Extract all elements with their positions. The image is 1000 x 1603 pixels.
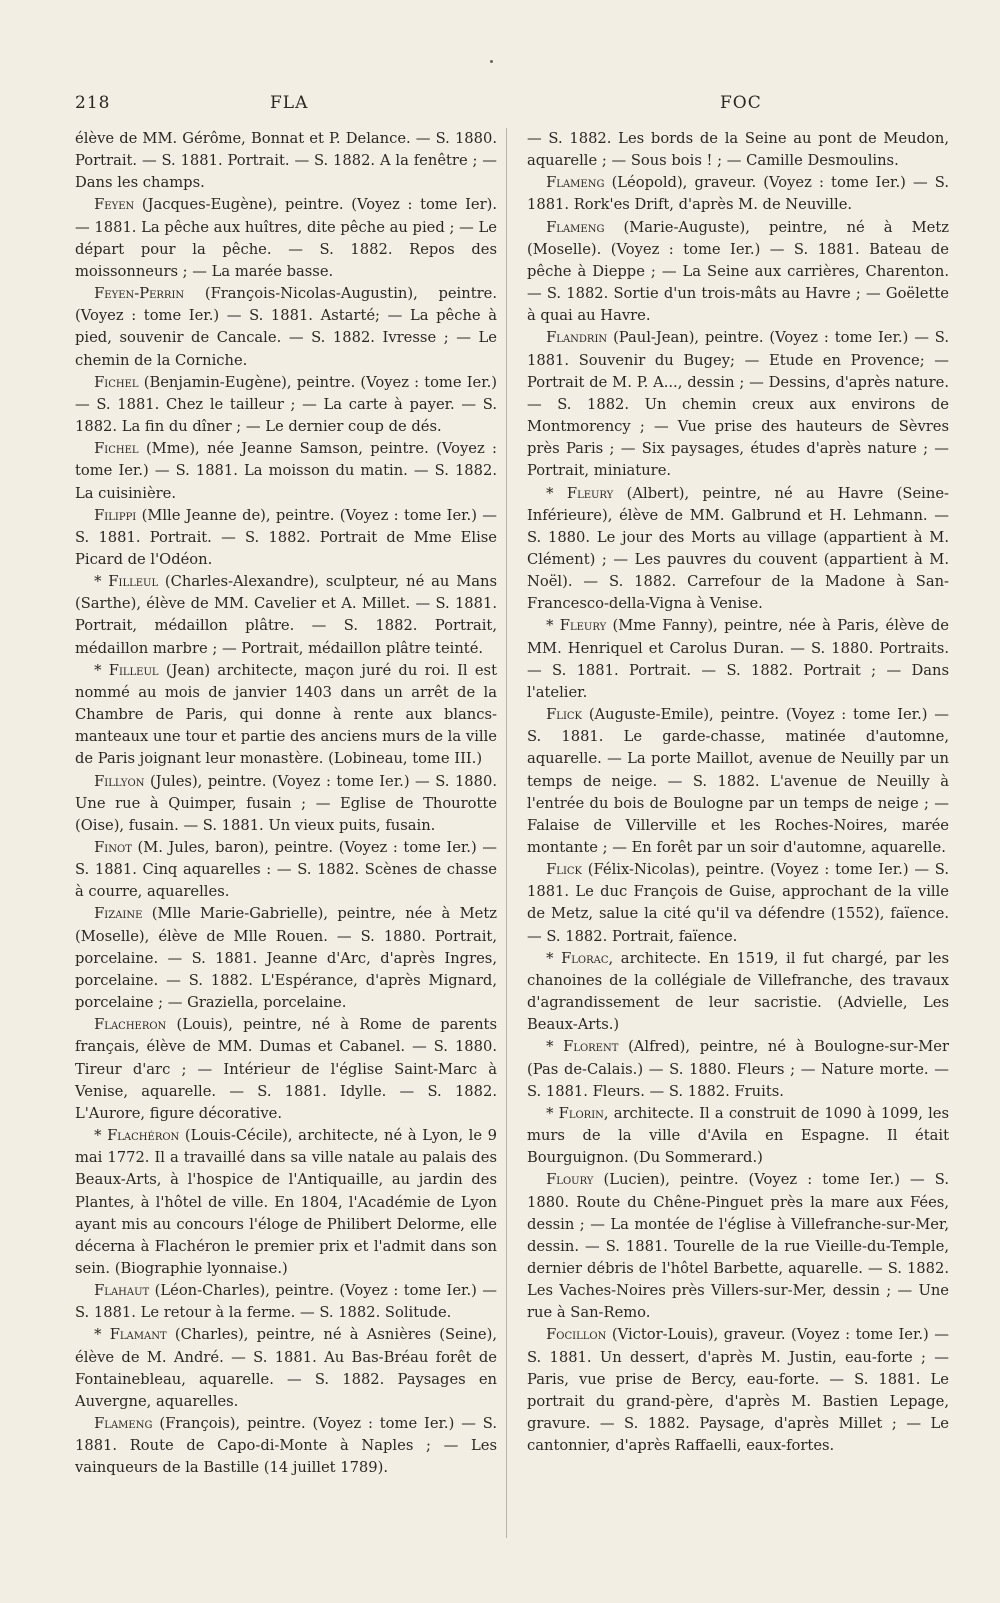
entry-name: Flachéron: [107, 1127, 180, 1145]
entry-name: Floury: [546, 1171, 594, 1189]
dictionary-entry: [75, 1413, 497, 1479]
dictionary-entry: [527, 483, 949, 616]
left-column: [75, 128, 497, 1480]
entry-text: (Victor-Louis), graveur. (Voyez : tome Ier.) — S. 1881. Un dessert, d'après M. Justin, eau-forte ; — Paris, vue prise de Bercy, eau-forte. — S. 1881. Le portrait du grand-père, d'après M. Bastien Lepage, gravure. — S. 1882. Paysage, d'après Millet ; — Le cantonnier, d'après Raffaelli, eaux-fortes.: [527, 1326, 949, 1455]
entry-text: (Mme), née Jeanne Samson, peintre. (Voyez : tome Ier.) — S. 1881. La moisson du matin. — S. 1882. La cuisinière.: [75, 440, 497, 502]
entry-text: (Jacques-Eugène), peintre. (Voyez : tome Ier). — 1881. La pêche aux huîtres, dite pêche au pied ; — Le départ pour la pêche. — S. 1882. Repos des moissonneurs ; — La marée basse.: [75, 196, 497, 280]
entry-asterisk: *: [546, 1104, 559, 1122]
entry-name: Florin: [558, 1104, 604, 1122]
running-head-left: FLA: [270, 93, 309, 113]
dictionary-entry: [75, 771, 497, 837]
dictionary-entry: [75, 438, 497, 504]
dictionary-entry: [75, 660, 497, 771]
entry-asterisk: *: [94, 1326, 110, 1344]
dictionary-entry: [527, 172, 949, 216]
dictionary-entry: [75, 571, 497, 660]
dictionary-entry: [527, 1324, 949, 1457]
dictionary-entry: [527, 859, 949, 948]
entry-text: (Charles), peintre, né à Asnières (Seine), élève de M. André. — S. 1881. Au Bas-Bréau forêt de Fontainebleau, aquarelle. — S. 1882. Paysages en Auvergne, aquarelles.: [75, 1326, 498, 1410]
entry-text: (Louis), peintre, né à Rome de parents français, élève de MM. Dumas et Cabanel. — S. 1880. Tireur d'arc ; — Intérieur de l'église Saint-Marc à Venise, aquarelle. — S. 1881. Idylle. — S. 1882. L'Aurore, figure décorative.: [75, 1016, 497, 1122]
entry-text: (Mlle Jeanne de), peintre. (Voyez : tome Ier.) — S. 1881. Portrait. — S. 1882. Portrait de Mme Elise Picard de l'Odéon.: [75, 506, 497, 568]
dictionary-entry: [75, 1014, 497, 1125]
entry-text: (Marie-Auguste), peintre, né à Metz (Moselle). (Voyez : tome Ier.) — S. 1881. Bateau de pêche à Dieppe ; — La Seine aux carrières, Charenton. — S. 1882. Sortie d'un trois-mâts au Havre ; — Goëlette à quai au Havre.: [527, 218, 949, 325]
entry-text: (Jean) architecte, maçon juré du roi. Il est nommé au mois de janvier 1403 dans un arrêt de la Chambre de Paris, qui donne à rente aux blancs-manteaux une tour et partie des anciens murs de la ville de Paris joignant leur monastère. (Lobineau, tome III.): [75, 661, 498, 768]
running-head-right: FOC: [720, 93, 762, 113]
entry-name: Flamant: [109, 1326, 167, 1344]
dictionary-entry: [75, 1280, 497, 1324]
entry-text: (Mlle Marie-Gabrielle), peintre, née à Metz (Moselle), élève de Mlle Rouen. — S. 1880. Portrait, porcelaine. — S. 1881. Jeanne d'Arc, d'après Ingres, porcelaine. — S. 1882. L'Espérance, d'après Mignard, porcelaine ; — Graziella, porcelaine.: [75, 905, 497, 1012]
entry-name: Filleul: [108, 573, 159, 591]
entry-text: (Louis-Cécile), architecte, né à Lyon, le 9 mai 1772. Il a travaillé dans sa ville natale au palais des Beaux-Arts, à l'hospice de l'Antiquaille, au jardin des Plantes, à l'hôtel de ville. En 1804, l'Académie de Lyon ayant mis au concours l'éloge de Philibert Delorme, elle décerna à Flachéron le premier prix et l'admit dans son sein. (Biographie lyonnaise.): [75, 1127, 497, 1277]
entry-text: (Félix-Nicolas), peintre. (Voyez : tome Ier.) — S. 1881. Le duc François de Guise, approchant de la ville de Metz, salue la cité qu'il va défendre (1552), faïence. — S. 1882. Portrait, faïence.: [527, 861, 949, 945]
entry-name: Filippi: [94, 506, 137, 524]
page-speck: [490, 60, 493, 63]
entry-name: Flacheron: [94, 1016, 167, 1034]
dictionary-entry: [527, 327, 949, 482]
entry-name: Fichel: [94, 373, 139, 391]
entry-text: (Benjamin-Eugène), peintre. (Voyez : tome Ier.) — S. 1881. Chez le tailleur ; — La carte à payer. — S. 1882. La fin du dîner ; — Le dernier coup de dés.: [75, 373, 497, 436]
entry-text: (Léopold), graveur. (Voyez : tome Ier.) — S. 1881. Rork'es Drift, d'après M. de Neuville.: [527, 174, 949, 214]
entry-text: (Albert), peintre, né au Havre (Seine-Inférieure), élève de MM. Galbrund et H. Lehmann. — S. 1880. Le jour des Morts au village (appartient à M. Clément) ; — Les pauvres du couvent (appartient à M. Noël). — S. 1882. Carrefour de la Madone à San-Francesco-della-Vigna à Venise.: [527, 484, 949, 613]
entry-name: Florac: [561, 949, 609, 967]
entry-name: Feyen-Perrin: [94, 285, 185, 303]
entry-asterisk: *: [546, 949, 562, 967]
entry-name: Flick: [546, 861, 583, 879]
dictionary-entry: [527, 1036, 949, 1102]
entry-text: (Paul-Jean), peintre. (Voyez : tome Ier.) — S. 1881. Souvenir du Bugey; — Etude en Provence; — Portrait de M. P. A..., dessin ; — Dessins, d'après nature. — S. 1882. Un chemin creux aux environs de Montmorency ; — Vue prise des hauteurs de Sèvres près Paris ; — Six paysages, études d'après nature ; — Portrait, miniature.: [527, 329, 949, 480]
dictionary-entry: [75, 903, 497, 1014]
entry-name: Flameng: [546, 174, 605, 192]
dictionary-entry: [75, 128, 497, 194]
entry-name: Flameng: [94, 1415, 153, 1433]
dictionary-entry: [527, 615, 949, 704]
entry-asterisk: *: [546, 617, 560, 635]
entry-text: (Alfred), peintre, né à Boulogne-sur-Mer (Pas de-Calais.) — S. 1880. Fleurs ; — Nature morte. — S. 1881. Fleurs. — S. 1882. Fruits.: [527, 1038, 950, 1100]
entry-asterisk: *: [546, 1038, 564, 1056]
entry-text: (M. Jules, baron), peintre. (Voyez : tome Ier.) — S. 1881. Cinq aquarelles : — S. 1882. Scènes de chasse à courre, aquarelles.: [75, 839, 497, 901]
dictionary-entry: [527, 704, 949, 859]
entry-text: (Charles-Alexandre), sculpteur, né au Mans (Sarthe), élève de MM. Cavelier et A. Millet. — S. 1881. Portrait, médaillon plâtre. — S. 1882. Portrait, médaillon marbre ; — Portrait, médaillon plâtre teinté.: [75, 573, 497, 657]
entry-text: (Mme Fanny), peintre, née à Paris, élève de MM. Henriquel et Carolus Duran. — S. 1880. Portraits. — S. 1881. Portrait. — S. 1882. Portrait ; — Dans l'atelier.: [527, 617, 949, 701]
entry-name: Fillyon: [94, 772, 145, 790]
entry-name: Feyen: [94, 196, 135, 214]
entry-asterisk: *: [546, 484, 567, 502]
entry-text: , architecte. En 1519, il fut chargé, par les chanoines de la collégiale de Villefranche, des travaux d'agrandissement de leur sacristie. (Advielle, Les Beaux-Arts.): [527, 949, 950, 1034]
entry-text: (Lucien), peintre. (Voyez : tome Ier.) — S. 1880. Route du Chêne-Pinguet près la mare aux Fées, dessin ; — La montée de l'église à Villefranche-sur-Mer, dessin. — S. 1881. Tourelle de la rue Vieille-du-Temple, dernier débris de l'hôtel Barbette, aquarelle. — S. 1882. Les Vaches-Noires près Villers-sur-Mer, dessin ; — Une rue à San-Remo.: [527, 1171, 949, 1322]
entry-asterisk: *: [94, 661, 109, 679]
entry-name: Flameng: [546, 218, 605, 236]
dictionary-entry: [75, 1125, 497, 1280]
entry-name: Fleury: [566, 484, 614, 502]
right-column: [527, 128, 949, 1457]
dictionary-entry: [527, 1169, 949, 1324]
entry-text: (Auguste-Emile), peintre. (Voyez : tome Ier.) — S. 1881. Le garde-chasse, matinée d'automne, aquarelle. — La porte Maillot, avenue de Neuilly par un temps de neige. — S. 1882. L'avenue de Neuilly à l'entrée du bois de Boulogne par un temps de neige ; — Falaise de Villerville et les Roches-Noires, marée montante ; — En forêt par un soir d'automne, aquarelle.: [527, 706, 949, 856]
dictionary-entry: [75, 283, 497, 372]
dictionary-entry: [75, 194, 497, 283]
entry-name: Focillon: [546, 1326, 607, 1344]
entry-name: Flandrin: [546, 329, 608, 347]
dictionary-entry: [527, 1103, 949, 1169]
dictionary-entry: [527, 128, 949, 172]
entry-text: (François), peintre. (Voyez : tome Ier.) — S. 1881. Route de Capo-di-Monte à Naples ; — Les vainqueurs de la Bastille (14 juillet 1789).: [75, 1415, 497, 1477]
entry-name: Fizaine: [94, 905, 143, 923]
entry-text: (François-Nicolas-Augustin), peintre. (Voyez : tome Ier.) — S. 1881. Astarté; — La pêche à pied, souvenir de Cancale. — S. 1882. Ivresse ; — Le chemin de la Corniche.: [75, 285, 497, 369]
dictionary-entry: [75, 1324, 497, 1413]
entry-asterisk: *: [94, 573, 109, 591]
entry-name: Flick: [546, 706, 583, 724]
entry-name: Fichel: [94, 440, 139, 458]
entry-name: Fleury: [559, 617, 607, 635]
dictionary-entry: [75, 837, 497, 903]
entry-text: (Léon-Charles), peintre. (Voyez : tome Ier.) — S. 1881. Le retour à la ferme. — S. 1882. Solitude.: [75, 1282, 497, 1322]
dictionary-entry: [527, 217, 949, 328]
dictionary-entry: [527, 948, 949, 1037]
entry-name: Florent: [563, 1038, 619, 1056]
entry-name: Flahaut: [94, 1282, 150, 1300]
entry-text: élève de MM. Gérôme, Bonnat et P. Delance. — S. 1880. Portrait. — S. 1881. Portrait. — S. 1882. A la fenêtre ; — Dans les champs.: [75, 130, 497, 192]
dictionary-entry: [75, 505, 497, 571]
column-divider: [506, 128, 507, 1538]
page-number: 218: [75, 93, 111, 113]
entry-name: Finot: [94, 839, 132, 856]
entry-text: (Jules), peintre. (Voyez : tome Ier.) — S. 1880. Une rue à Quimper, fusain ; — Eglise de Thourotte (Oise), fusain. — S. 1881. Un vieux puits, fusain.: [75, 772, 497, 834]
entry-name: Filleul: [108, 661, 159, 679]
entry-text: , architecte. Il a construit de 1090 à 1099, les murs de la ville d'Avila en Espagne. Il était Bourguignon. (Du Sommerard.): [527, 1104, 949, 1167]
entry-text: — S. 1882. Les bords de la Seine au pont de Meudon, aquarelle ; — Sous bois ! ; — Camille Desmoulins.: [527, 130, 949, 170]
dictionary-entry: [75, 372, 497, 438]
entry-asterisk: *: [94, 1127, 108, 1145]
